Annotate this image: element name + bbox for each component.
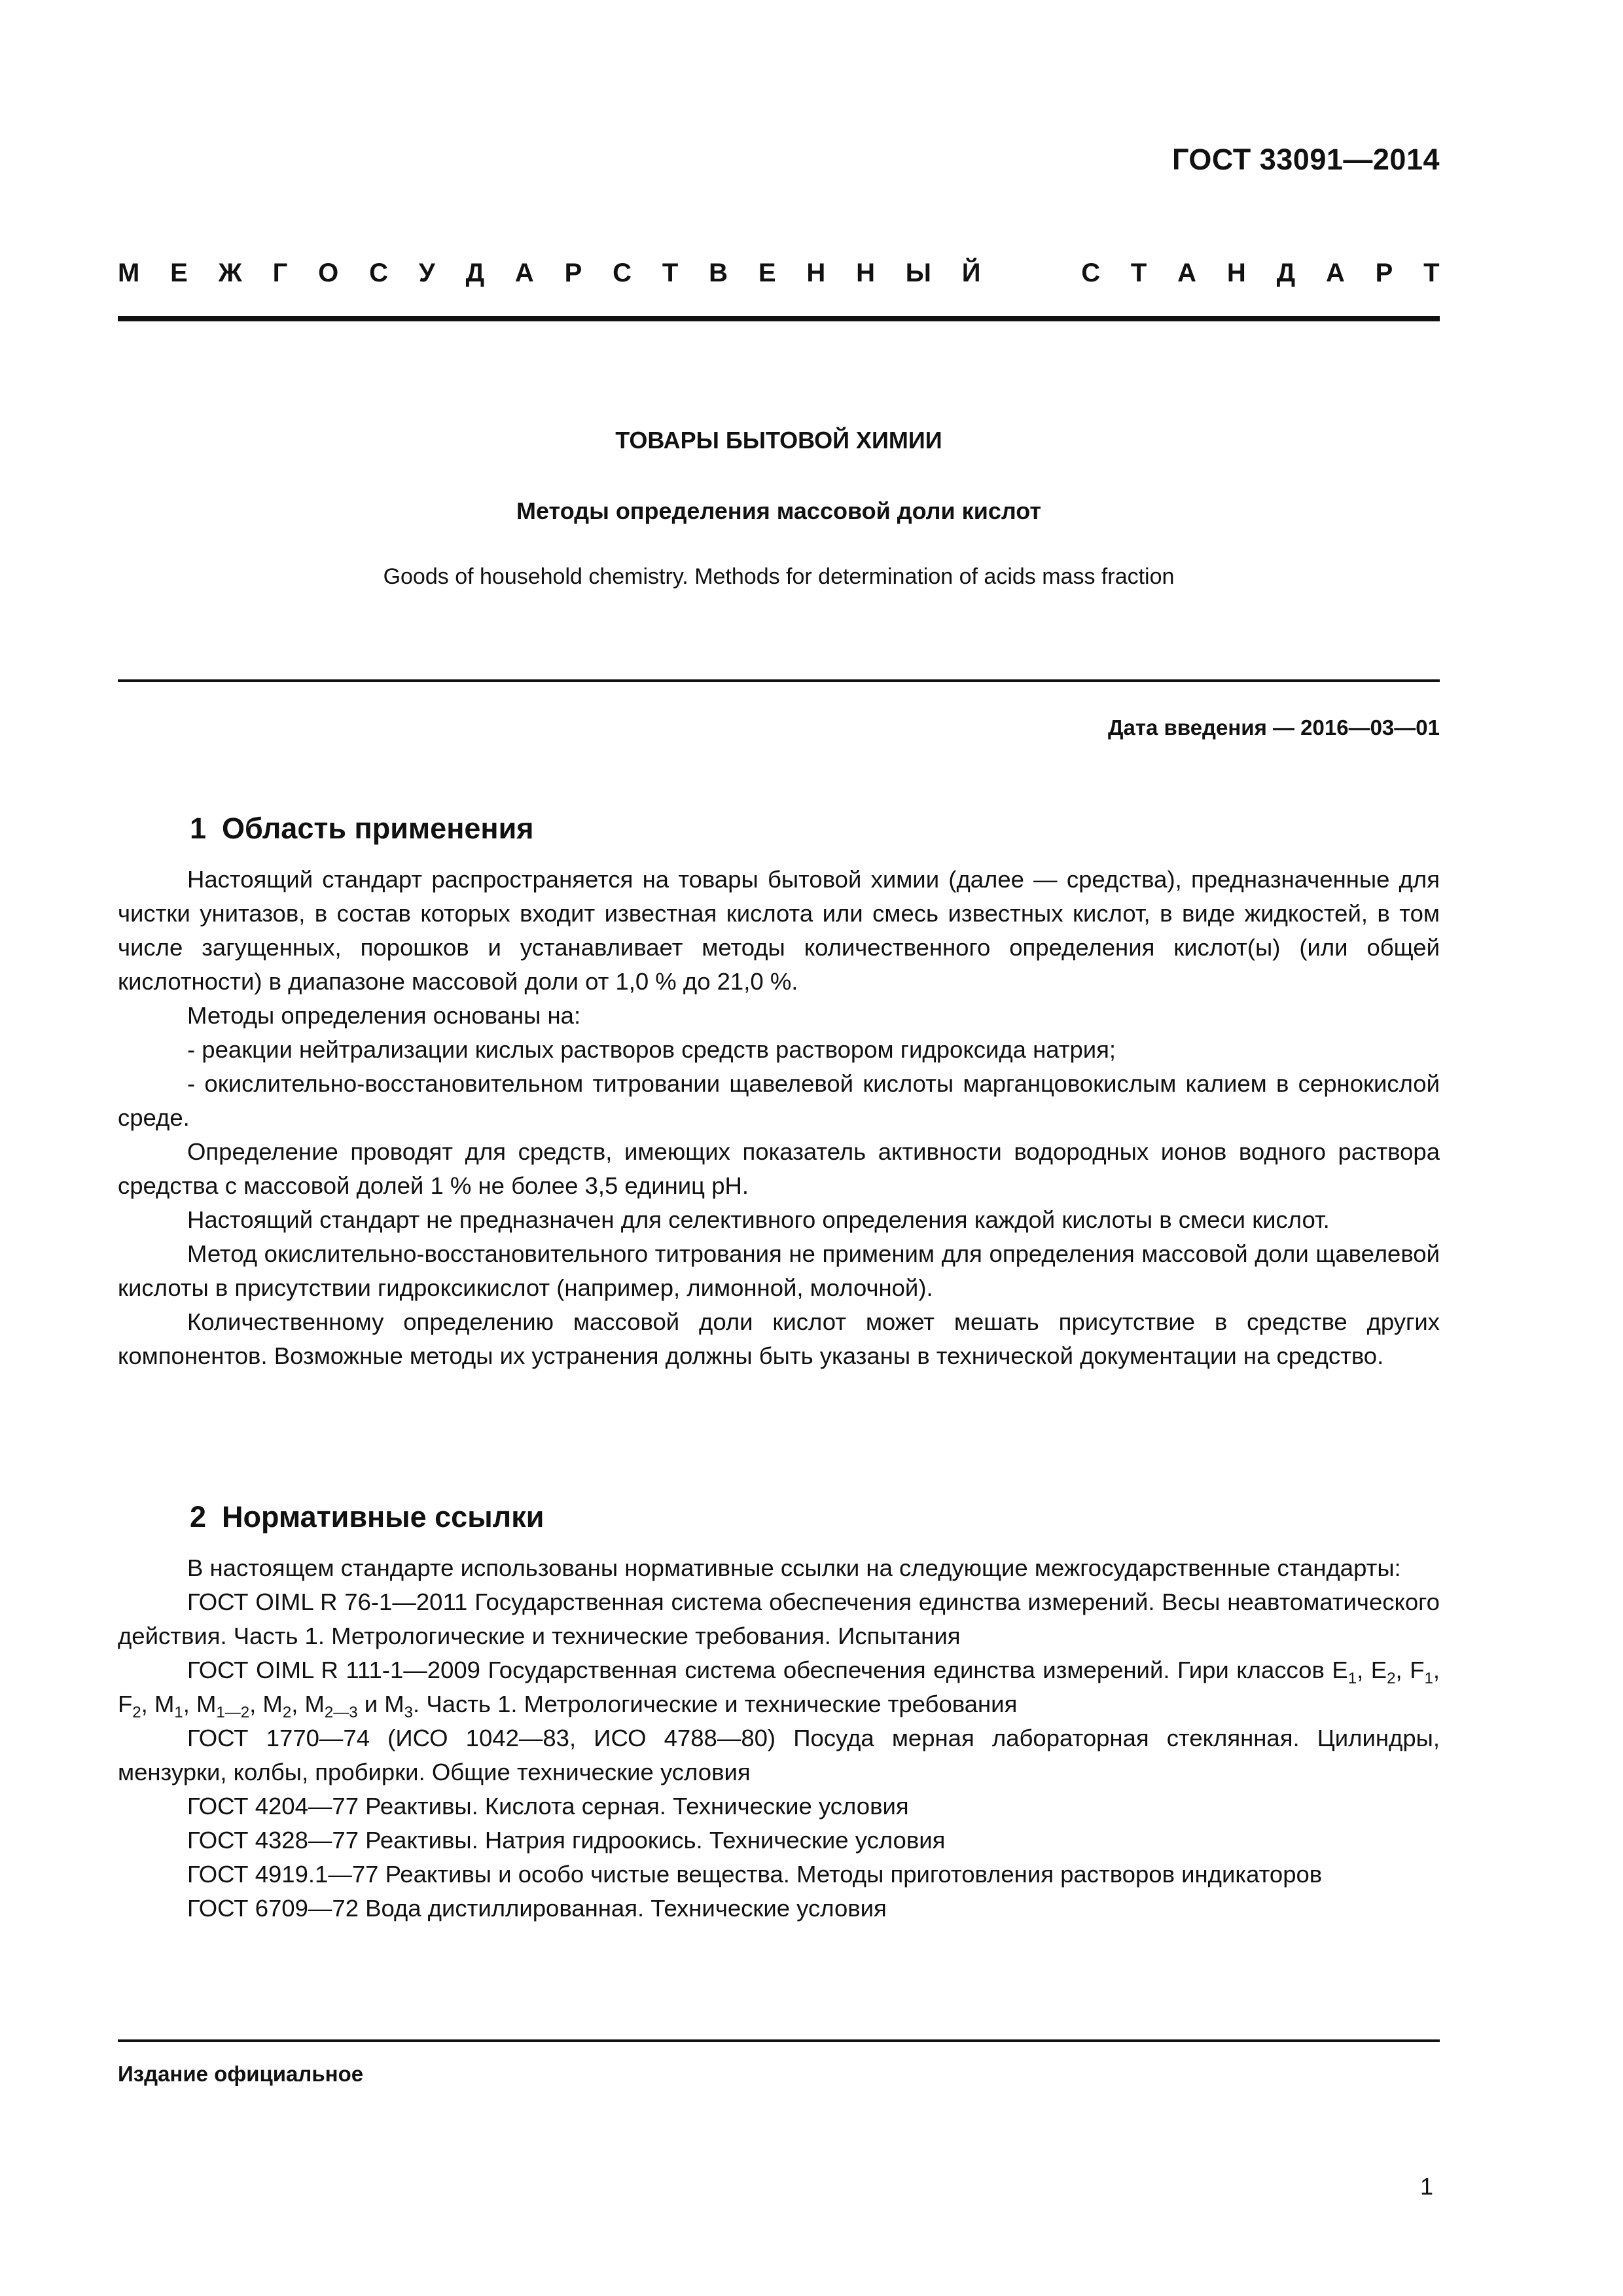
title-divider xyxy=(118,679,1440,682)
paragraph: Методы определения основаны на: xyxy=(187,1002,581,1029)
standard-type-letter: С xyxy=(1081,259,1101,287)
class-subscript: 1—2 xyxy=(216,1704,250,1721)
reference-item: ГОСТ OIML R 76-1—2011 Государственная система обеспечения единства измерений. Весы неавтоматического действия. Часть 1. Метрологические и технические требования. Испытания xyxy=(118,1588,1440,1649)
standard-type-letter: У xyxy=(418,259,435,287)
footer-divider xyxy=(118,2039,1440,2042)
class-subscript: 1 xyxy=(1347,1670,1357,1687)
class-subscript: 2 xyxy=(1387,1670,1396,1687)
reference-text: . Часть 1. Метрологические и технические требования xyxy=(413,1691,1018,1717)
paragraph: Настоящий стандарт распространяется на товары бытовой химии (далее — средства), предназначенные для чистки унитазов, в состав которых входит известная кислота или смесь известных кислот, в виде жидкостей, в том числе загущенных, порошков и устанавливает методы количественного определения кислот(ы) (или общей кислотности) в диапазоне массовой доли от 1,0 % до 21,0 %. xyxy=(118,866,1440,995)
section-title: Нормативные ссылки xyxy=(222,1500,544,1534)
class-symbol: F xyxy=(1410,1657,1425,1683)
standard-type-letter: Н xyxy=(1226,259,1246,287)
class-subscript: 2—3 xyxy=(324,1704,358,1721)
paragraph: Настоящий стандарт не предназначен для селективного определения каждой кислоты в смеси кислот. xyxy=(187,1206,1330,1233)
standard-type-letter: А xyxy=(1177,259,1197,287)
class-symbol: M xyxy=(262,1691,283,1717)
word-gap xyxy=(1011,259,1050,288)
class-symbol: E xyxy=(1370,1657,1387,1683)
standard-type-letter: С xyxy=(369,259,389,287)
standard-type-letter: Д xyxy=(465,259,485,287)
document-title: ТОВАРЫ БЫТОВОЙ ХИМИИ xyxy=(615,427,942,454)
class-subscript: 2 xyxy=(282,1704,292,1721)
list-item: - окислительно-восстановительном титровании щавелевой кислоты марганцовокислым калием в сернокислой среде. xyxy=(118,1070,1440,1131)
class-symbol: M xyxy=(196,1691,217,1717)
paragraph: Метод окислительно-восстановительного титрования не применим для определения массовой доли щавелевой кислоты в присутствии гидроксикислот (например, лимонной, молочной). xyxy=(118,1240,1440,1301)
reference-text: ГОСТ OIML R 111-1—2009 Государственная система обеспечения единства измерений. Гири классов xyxy=(187,1657,1332,1683)
standard-type-heading xyxy=(118,259,1440,288)
section-body-scope xyxy=(118,863,1440,1373)
paragraph: Количественному определению массовой доли кислот может мешать присутствие в средстве других компонентов. Возможные методы их устранения должны быть указаны в технической документации на средство. xyxy=(118,1308,1440,1369)
standard-type-letter: Т xyxy=(1423,259,1440,287)
list-item: - реакции нейтрализации кислых растворов средств раствором гидроксида натрия; xyxy=(187,1036,1116,1063)
class-symbol: M xyxy=(154,1691,175,1717)
standard-type-letter: Р xyxy=(1375,259,1393,287)
reference-item: ГОСТ OIML R 111-1—2009 Государственная система обеспечения единства измерений. Гири классов $E_1$, $E_2$, $F_1$, $F_2$, $M_1$, $M_{1—2}$, $M_2$, $M_{2—3}$ и $M_3$. Часть 1. Метрологические и технические требования xyxy=(118,1657,1440,1721)
reference-item: ГОСТ 4204—77 Реактивы. Кислота серная. Технические условия xyxy=(187,1793,909,1820)
standard-type-letter: Е xyxy=(758,259,776,287)
top-divider xyxy=(118,316,1440,321)
reference-item: ГОСТ 4919.1—77 Реактивы и особо чистые вещества. Методы приготовления растворов индикаторов xyxy=(187,1861,1323,1888)
standard-type-letter: Ы xyxy=(905,259,931,287)
introduction-date: Дата введения — 2016—03—01 xyxy=(1108,715,1440,740)
section-number: 2 xyxy=(190,1500,207,1534)
standard-type-letter: М xyxy=(118,259,140,287)
document-subtitle: Методы определения массовой доли кислот xyxy=(516,497,1041,524)
standard-type-letter: С xyxy=(613,259,632,287)
standard-type-letter: Р xyxy=(564,259,582,287)
section-number: 1 xyxy=(190,812,207,845)
standard-type-letter: Д xyxy=(1276,259,1296,287)
class-symbol: M xyxy=(384,1691,404,1717)
conjunction: и xyxy=(357,1691,385,1717)
section-heading-normative-references xyxy=(190,1500,544,1534)
reference-item: ГОСТ 1770—74 (ИСО 1042—83, ИСО 4788—80) Посуда мерная лабораторная стеклянная. Цилиндры, мензурки, колбы, пробирки. Общие технические условия xyxy=(118,1725,1440,1785)
gost-number: ГОСТ 33091—2014 xyxy=(1171,143,1440,176)
class-subscript: 3 xyxy=(404,1704,414,1721)
paragraph: Определение проводят для средств, имеющих показатель активности водородных ионов водного раствора средства с массовой долей 1 % не более 3,5 единиц рН. xyxy=(118,1138,1440,1199)
section-body-references xyxy=(118,1551,1440,1926)
reference-item: ГОСТ 6709—72 Вода дистиллированная. Технические условия xyxy=(187,1895,887,1922)
paragraph: В настоящем стандарте использованы нормативные ссылки на следующие межгосударственные стандарты: xyxy=(187,1554,1401,1581)
reference-item: ГОСТ 4328—77 Реактивы. Натрия гидроокись. Технические условия xyxy=(187,1827,946,1854)
english-title: Goods of household chemistry. Methods for determination of acids mass fraction xyxy=(383,564,1175,589)
standard-type-letter: Й xyxy=(961,259,981,287)
standard-type-letter: Е xyxy=(170,259,188,287)
standard-type-letter: Ж xyxy=(218,259,242,287)
class-subscript: 1 xyxy=(174,1704,183,1721)
class-subscript: 2 xyxy=(132,1704,141,1721)
section-title: Область применения xyxy=(222,812,534,845)
page-number: 1 xyxy=(1419,2173,1433,2200)
standard-type-letter: Г xyxy=(272,259,288,287)
standard-type-letter: О xyxy=(318,259,339,287)
class-symbol: E xyxy=(1332,1657,1348,1683)
standard-type-letter: Н xyxy=(856,259,875,287)
standard-type-letter: Н xyxy=(806,259,826,287)
standard-type-letter: Т xyxy=(1130,259,1147,287)
standard-type-letter: А xyxy=(514,259,534,287)
class-subscript: 1 xyxy=(1424,1670,1433,1687)
class-symbol: F xyxy=(118,1691,133,1717)
standard-type-letter: В xyxy=(709,259,728,287)
official-edition-label: Издание официальное xyxy=(118,2062,364,2086)
standard-type-letter: Т xyxy=(662,259,679,287)
standard-type-letter: А xyxy=(1325,259,1345,287)
class-symbol: M xyxy=(304,1691,325,1717)
section-heading-scope xyxy=(190,812,534,846)
